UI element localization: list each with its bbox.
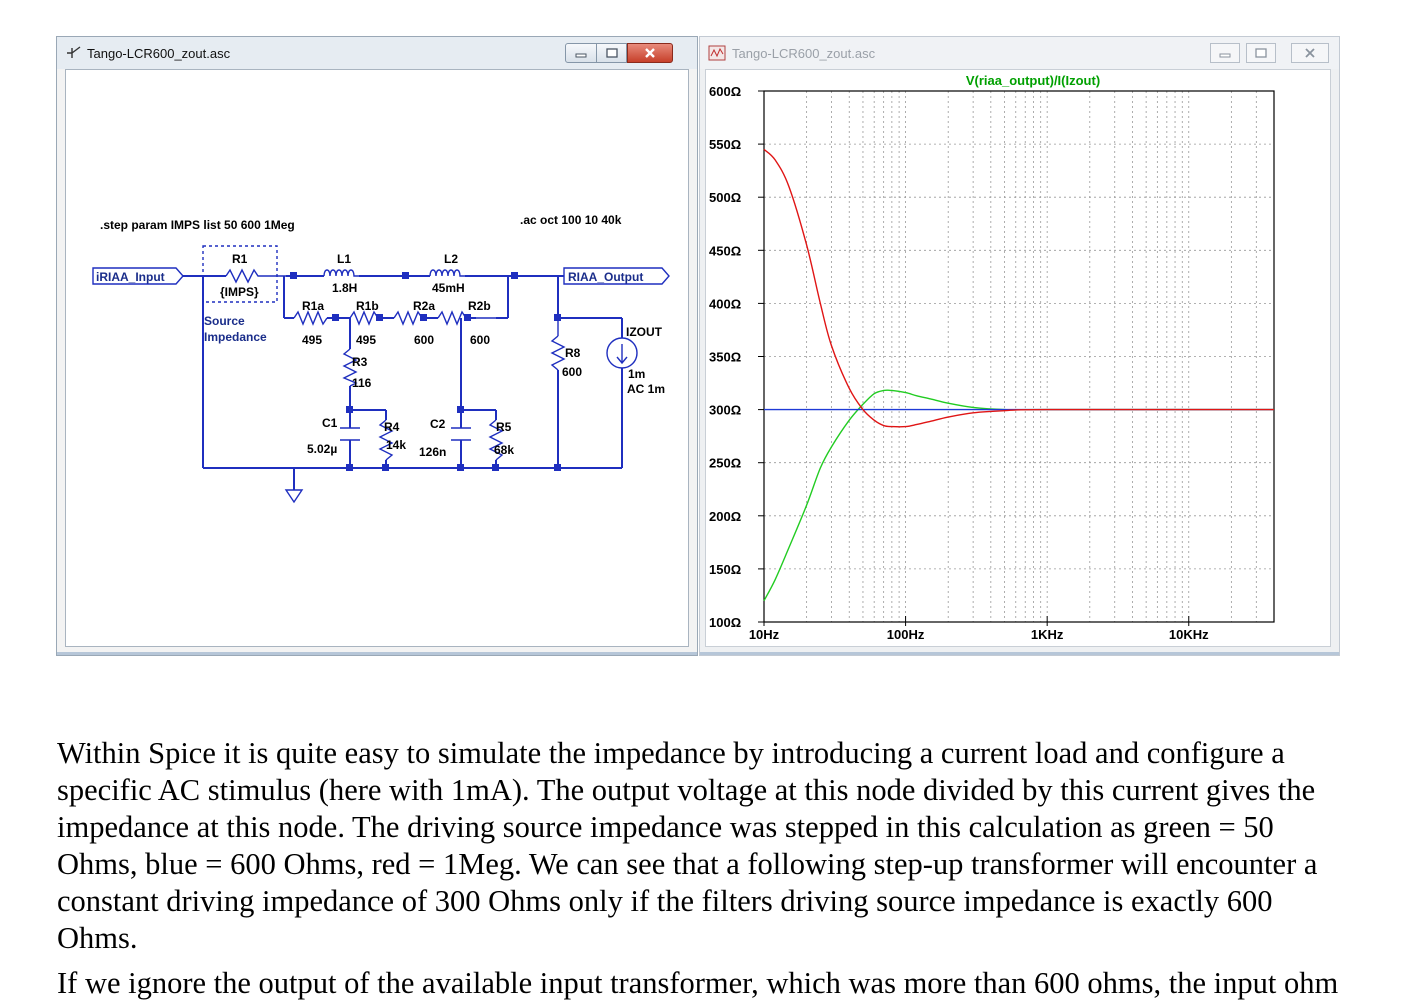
r3-value: 116 [352, 376, 372, 390]
close-button[interactable] [1291, 43, 1329, 63]
c1-name: C1 [322, 416, 338, 430]
impedance-plot [706, 70, 1332, 650]
l1-name: L1 [337, 252, 352, 266]
x-tick-label: 10Hz [748, 627, 780, 642]
y-tick-label: 550Ω [709, 137, 742, 153]
red-trace[interactable] [764, 149, 1274, 426]
inductor-l1-symbol [324, 270, 359, 276]
y-tick-label: 150Ω [709, 561, 742, 577]
minimize-icon [1219, 48, 1231, 58]
minimize-icon [575, 48, 587, 58]
r5-value: 68k [494, 443, 515, 457]
r2b-value: 600 [470, 333, 491, 347]
output-port-label: RIAA_Output [568, 270, 644, 284]
r1-value: {IMPS} [220, 285, 259, 299]
l2-value: 45mH [432, 281, 465, 295]
plot-grid [764, 91, 1274, 622]
next-paragraph-partial: If we ignore the output of the available input transformer, which was more than 600 ohms, the input ohm [57, 966, 1339, 1000]
trace-expression-label[interactable]: V(riaa_output)/I(Izout) [965, 73, 1101, 88]
maximize-icon [606, 48, 618, 58]
r1b-value: 495 [356, 333, 377, 347]
resistor-r1b-symbol [350, 312, 378, 324]
r2a-value: 600 [414, 333, 435, 347]
y-tick-label: 100Ω [709, 615, 742, 630]
r8-value: 600 [562, 365, 583, 379]
r2b-name: R2b [468, 299, 491, 313]
plot-window [699, 36, 1340, 656]
maximize-button[interactable] [1246, 43, 1276, 63]
close-icon [644, 47, 656, 59]
plot-window-bottom-edge [700, 652, 1339, 655]
capacitor-c1-symbol [340, 428, 360, 440]
r5-name: R5 [496, 420, 512, 434]
y-tick-label: 250Ω [709, 455, 742, 471]
y-tick-label: 600Ω [709, 84, 742, 99]
input-port[interactable] [93, 268, 183, 284]
source-label-line2: Impedance [204, 330, 267, 344]
r8-name: R8 [565, 346, 581, 360]
schematic-diagram [66, 70, 690, 648]
l1-value: 1.8H [332, 281, 358, 295]
y-tick-label: 500Ω [709, 190, 742, 206]
r3-name: R3 [352, 355, 368, 369]
plot-traces [764, 149, 1274, 600]
schematic-window-bottom-edge [57, 652, 697, 655]
r1a-name: R1a [302, 299, 325, 313]
r2a-name: R2a [413, 299, 436, 313]
schematic-wires [179, 276, 622, 490]
r4-value: 14k [386, 438, 407, 452]
schematic-window-title: Tango-LCR600_zout.asc [87, 46, 231, 61]
ltspice-waveform-icon [708, 44, 726, 62]
x-tick-label: 1KHz [1030, 627, 1064, 642]
izout-name: IZOUT [626, 325, 662, 339]
schematic-canvas[interactable] [65, 69, 689, 647]
c2-name: C2 [430, 417, 446, 431]
plot-window-title: Tango-LCR600_zout.asc [732, 46, 876, 61]
r1a-value: 495 [302, 333, 323, 347]
y-tick-label: 350Ω [709, 349, 742, 365]
output-port[interactable] [564, 268, 669, 284]
maximize-icon [1255, 48, 1267, 58]
izout-value: 1m [628, 367, 646, 381]
r4-name: R4 [384, 420, 400, 434]
step-directive[interactable]: .step param IMPS list 50 600 1Meg [100, 218, 295, 232]
x-tick-label: 10KHz [1168, 627, 1209, 642]
capacitor-c2-symbol [451, 428, 471, 440]
izout-ac: AC 1m [627, 382, 666, 396]
resistor-r1a-symbol [294, 312, 327, 324]
resistor-r2a-symbol [394, 312, 422, 324]
input-port-label: iRIAA_Input [96, 270, 165, 284]
plot-window-titlebar[interactable] [700, 37, 1339, 69]
ltspice-schematic-icon [65, 44, 83, 62]
plot-canvas[interactable] [705, 69, 1331, 647]
plot-axes [709, 84, 1274, 642]
schematic-window-titlebar[interactable] [57, 37, 697, 69]
y-tick-label: 450Ω [709, 243, 742, 259]
inductor-l2-symbol [430, 270, 465, 276]
y-tick-label: 400Ω [709, 296, 742, 312]
ac-directive[interactable]: .ac oct 100 10 40k [520, 213, 622, 227]
minimize-button[interactable] [565, 43, 597, 63]
c1-value: 5.02µ [307, 442, 338, 456]
y-tick-label: 300Ω [709, 402, 742, 418]
r1-name: R1 [232, 252, 248, 266]
ground-icon [286, 490, 302, 502]
source-label-line1: Source [204, 314, 245, 328]
close-icon [1304, 47, 1316, 59]
explanation-paragraph: Within Spice it is quite easy to simulate the impedance by introducing a current load and configure a specific AC stimulus (here with 1mA). The output voltage at this node divided by this current gives the impedance at this node. The driving source impedance was stepped in this calculation as green = 50 Ohms, blue = 600 Ohms, red = 1Meg. We can see that a following step-up transformer will encounter a constant driving impedance of 300 Ohms only if the filters driving source impedance is exactly 600 Ohms. [57, 736, 1318, 955]
schematic-window [56, 36, 698, 656]
x-tick-label: 100Hz [886, 627, 925, 642]
current-source-izout-symbol [607, 338, 637, 368]
minimize-button[interactable] [1210, 43, 1240, 63]
r1b-name: R1b [356, 299, 379, 313]
c2-value: 126n [419, 445, 447, 459]
l2-name: L2 [444, 252, 459, 266]
y-tick-label: 200Ω [709, 508, 742, 524]
close-button[interactable] [627, 43, 673, 63]
maximize-button[interactable] [597, 43, 627, 63]
